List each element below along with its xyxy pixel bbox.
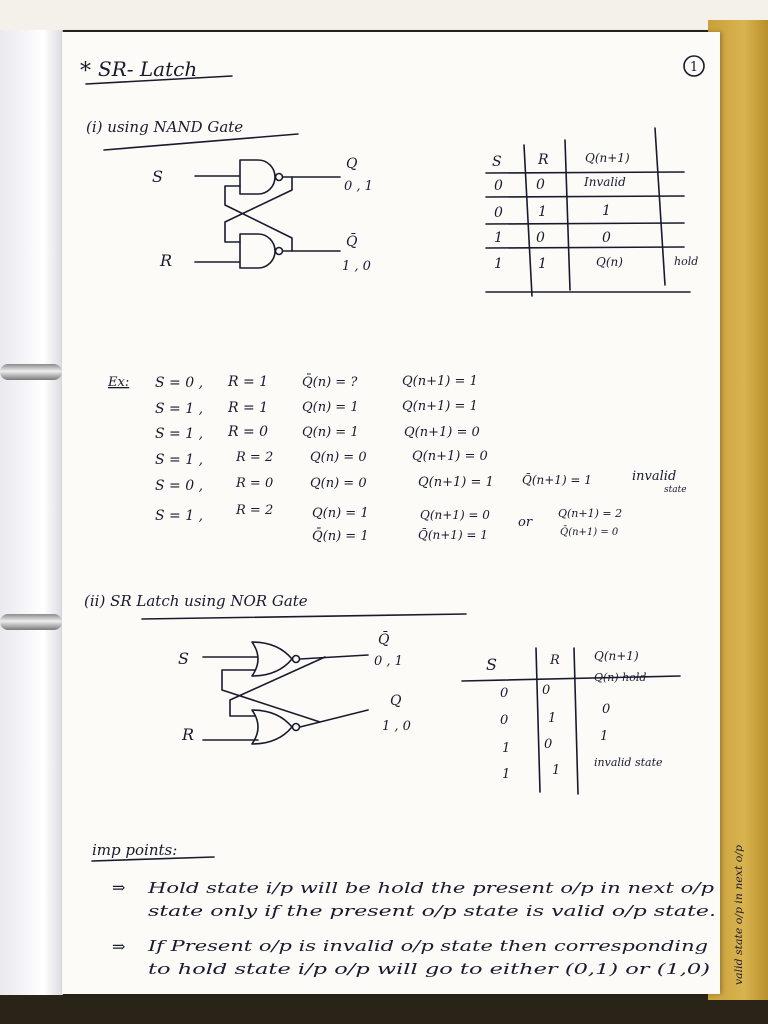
nor-cross-wire-1 (230, 657, 325, 716)
nand-q-values: 0 , 1 (344, 179, 373, 194)
table-cell: 0 (536, 177, 545, 193)
table-col-rule (524, 145, 532, 296)
imp-points-heading: imp points: (92, 841, 178, 859)
nor-r-label: R (182, 725, 195, 744)
table-header: Q(n+1) (594, 649, 639, 663)
example-a: Q̄(n) = 1 (312, 529, 369, 544)
example-a: Q(n) = 0 (310, 450, 367, 465)
example-c: Q(n+1) = 2 (558, 507, 623, 520)
page-number: 1 (689, 60, 699, 75)
nor-cross-wire-2 (222, 670, 320, 722)
table-rule (486, 172, 684, 173)
table-hold-note: hold (674, 255, 699, 268)
table-col-rule (655, 128, 665, 285)
point-1-line-2: state only if the present o/p state is valid o/p state. (148, 902, 716, 920)
bullet-arrow-icon: ⇒ (112, 937, 126, 956)
table-rule (486, 247, 684, 248)
table-cell: 1 (600, 729, 609, 744)
nor-latch-circuit (178, 630, 411, 744)
point-2-line-2: to hold state i/p o/p will go to either (0,1) or (1,0) (148, 960, 711, 978)
example-a: Q̄(n) = ? (302, 375, 358, 390)
example-a: Q(n) = 1 (302, 425, 359, 440)
nor-qbar-values: 0 , 1 (374, 654, 403, 669)
point-2-line-1: If Present o/p is invalid o/p state then corresponding (146, 937, 708, 955)
nand-truth-table (486, 128, 698, 296)
example-r: R = 2 (236, 450, 274, 465)
example-a: Q(n) = 0 (310, 476, 367, 491)
example-s: S = 1 , (155, 452, 204, 468)
table-cell: invalid state (594, 756, 663, 769)
nand-q-label: Q (346, 156, 358, 172)
example-r: R = 0 (228, 424, 269, 440)
table-cell: 0 (602, 230, 611, 246)
nand-heading: (i) using NAND Gate (86, 118, 244, 136)
table-cell: 1 (494, 230, 503, 246)
table-cell: 0 (542, 683, 551, 698)
table-rule (462, 676, 680, 681)
nand-bubble-top (276, 174, 283, 181)
nor-heading-underline (142, 614, 466, 619)
example-s: S = 0 , (155, 478, 204, 494)
table-cell: 0 (602, 702, 611, 717)
table-rule (486, 196, 684, 197)
nor-truth-table (462, 648, 680, 794)
table-rule (486, 223, 684, 224)
nor-q-values: 1 , 0 (382, 719, 411, 734)
table-header: S (486, 655, 497, 674)
table-col-rule (536, 648, 540, 792)
example-r: R = 0 (236, 476, 274, 491)
bullet-arrow-icon: ⇒ (112, 878, 126, 897)
nor-bubble-bottom (293, 724, 300, 731)
table-cell: 1 (602, 203, 611, 219)
nand-latch-circuit (152, 156, 373, 274)
nand-bubble-bottom (276, 248, 283, 255)
example-s: S = 1 , (155, 426, 204, 442)
example-a: Q(n) = 1 (302, 400, 359, 415)
table-cell: 1 (548, 711, 557, 726)
point-1-line-1: Hold state i/p will be hold the present o/p in next o/p (146, 879, 715, 897)
table-cell: 0 (544, 737, 553, 752)
table-cell: 0 (500, 686, 509, 701)
table-header: S (492, 154, 502, 170)
table-header: R (538, 152, 549, 168)
example-state: state (664, 485, 687, 495)
example-b: Q(n+1) = 0 (412, 449, 488, 464)
nor-heading: (ii) SR Latch using NOR Gate (84, 592, 308, 610)
example-s: S = 1 , (155, 401, 204, 417)
example-s: S = 1 , (155, 508, 204, 524)
example-or: or (518, 515, 533, 530)
table-cell: 1 (538, 204, 547, 220)
table-cell: 0 (494, 205, 503, 221)
point-2-margin-note: valid state o/p in next o/p (734, 856, 745, 985)
table-header: R (550, 653, 560, 668)
nand-qbar-values: 1 , 0 (342, 259, 371, 274)
table-col-rule (565, 140, 570, 290)
examples-block (155, 374, 687, 544)
nand-s-label: S (152, 167, 163, 186)
example-b: Q(n+1) = 0 (404, 425, 480, 440)
nor-qbar-label: Q̄ (378, 632, 390, 648)
examples-label: Ex: (108, 375, 130, 390)
table-col-rule (574, 648, 578, 794)
example-c: Q̄(n+1) = 1 (522, 473, 592, 487)
nand-r-label: R (160, 251, 173, 270)
table-cell: 1 (538, 256, 547, 272)
example-r: R = 2 (236, 503, 274, 518)
nor-s-label: S (178, 649, 189, 668)
nand-gate-top (195, 160, 275, 194)
table-cell: 1 (552, 763, 561, 778)
nor-output-qbar-wire (300, 655, 368, 659)
imp-points-list (112, 844, 745, 985)
example-b: Q(n+1) = 1 (402, 399, 478, 414)
table-cell: 0 (494, 178, 503, 194)
example-a: Q(n) = 1 (312, 506, 369, 521)
example-s: S = 0 , (155, 375, 204, 391)
table-cell: 0 (536, 230, 545, 246)
nor-bubble-top (293, 656, 300, 663)
table-header: Q(n+1) (585, 151, 630, 165)
nor-gate-top (203, 642, 292, 676)
example-b: Q(n+1) = 1 (402, 374, 478, 389)
example-r: R = 1 (228, 400, 269, 416)
table-cell: Q(n) hold (594, 671, 647, 684)
nand-qbar-label: Q̄ (346, 234, 358, 250)
example-c: Q̄(n+1) = 0 (560, 527, 619, 538)
example-b: Q̄(n+1) = 1 (418, 528, 488, 542)
table-cell: 1 (502, 767, 511, 782)
table-cell: Invalid (584, 175, 626, 189)
example-b: Q(n+1) = 1 (418, 475, 494, 490)
table-cell: 1 (502, 741, 511, 756)
table-cell: 1 (494, 256, 503, 272)
nor-gate-bottom (203, 710, 292, 744)
nor-q-label: Q (390, 693, 402, 709)
example-r: R = 1 (228, 374, 269, 390)
table-cell: 0 (500, 713, 509, 728)
page-title: SR- Latch (98, 57, 198, 81)
example-b: Q(n+1) = 0 (420, 508, 490, 522)
example-invalid: invalid (632, 469, 677, 484)
table-cell: Q(n) (596, 255, 623, 269)
title-star: * (80, 59, 91, 84)
nand-heading-underline (104, 134, 298, 150)
nand-gate-bottom (195, 234, 275, 268)
